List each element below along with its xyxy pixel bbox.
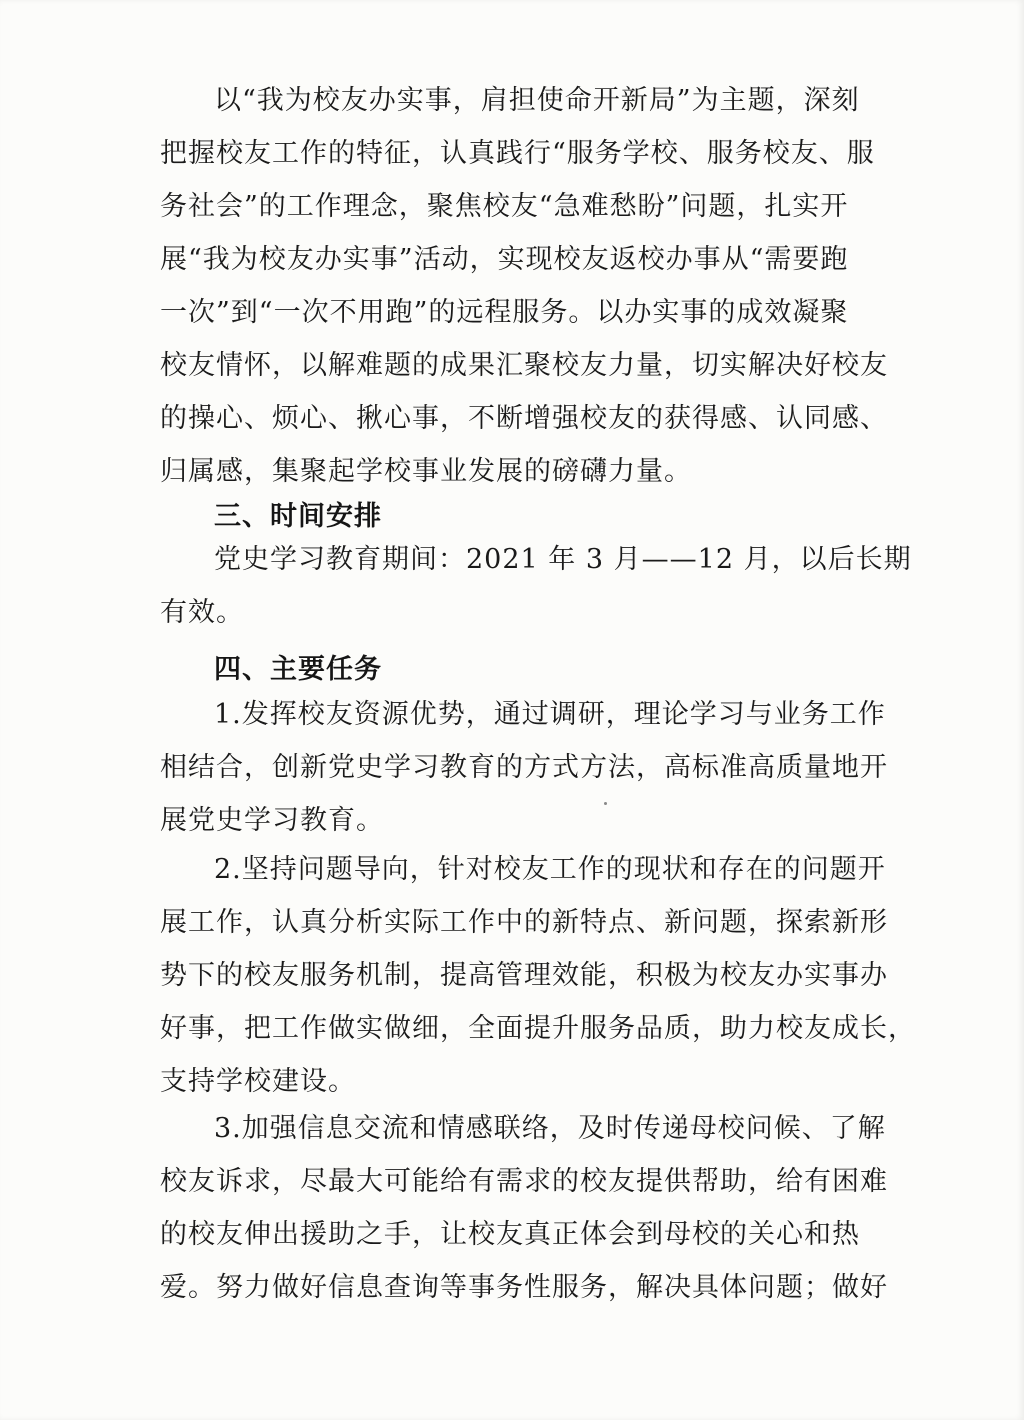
section-heading-schedule: 三、时间安排 xyxy=(214,501,382,532)
text-line: 势下的校友服务机制，提高管理效能，积极为校友办实事办 xyxy=(160,960,888,991)
text-line: 的操心、烦心、揪心事，不断增强校友的获得感、认同感、 xyxy=(160,403,888,434)
text-line: 归属感，集聚起学校事业发展的磅礴力量。 xyxy=(160,456,692,487)
text-line: 相结合，创新党史学习教育的方式方法，高标准高质量地开 xyxy=(160,752,888,783)
task-item-1 xyxy=(160,688,888,847)
scan-speck xyxy=(604,802,607,805)
text-line: 爱。努力做好信息查询等事务性服务，解决具体问题；做好 xyxy=(160,1272,888,1303)
text-line: 3.加强信息交流和情感联络，及时传递母校问候、了解 xyxy=(214,1113,886,1144)
text-line: 校友诉求，尽最大可能给有需求的校友提供帮助，给有困难 xyxy=(160,1166,888,1197)
text-line: 以“我为校友办实事，肩担使命开新局”为主题，深刻 xyxy=(214,85,860,116)
text-line: 展党史学习教育。 xyxy=(160,805,384,836)
section-heading-tasks: 四、主要任务 xyxy=(214,654,382,685)
intro-paragraph xyxy=(160,74,888,498)
text-line: 党史学习教育期间：2021 年 3 月——12 月，以后长期 xyxy=(214,544,912,575)
text-line: 的校友伸出援助之手，让校友真正体会到母校的关心和热 xyxy=(160,1219,860,1250)
text-line: 支持学校建设。 xyxy=(160,1066,356,1097)
text-line: 展“我为校友办实事”活动，实现校友返校办事从“需要跑 xyxy=(160,244,849,275)
text-line: 1.发挥校友资源优势，通过调研，理论学习与业务工作 xyxy=(214,699,886,730)
task-item-3 xyxy=(160,1102,888,1314)
text-line: 一次”到“一次不用跑”的远程服务。以办实事的成效凝聚 xyxy=(160,297,849,328)
task-item-2 xyxy=(160,843,916,1108)
text-line: 2.坚持问题导向，针对校友工作的现状和存在的问题开 xyxy=(214,854,886,885)
schedule-paragraph xyxy=(160,533,912,639)
text-line: 有效。 xyxy=(160,597,244,628)
text-line: 把握校友工作的特征，认真践行“服务学校、服务校友、服 xyxy=(160,138,875,169)
text-line: 校友情怀，以解难题的成果汇聚校友力量，切实解决好校友 xyxy=(160,350,888,381)
text-line: 展工作，认真分析实际工作中的新特点、新问题，探索新形 xyxy=(160,907,888,938)
text-line: 好事，把工作做实做细，全面提升服务品质，助力校友成长， xyxy=(160,1013,916,1044)
text-line: 务社会”的工作理念，聚焦校友“急难愁盼”问题，扎实开 xyxy=(160,191,849,222)
